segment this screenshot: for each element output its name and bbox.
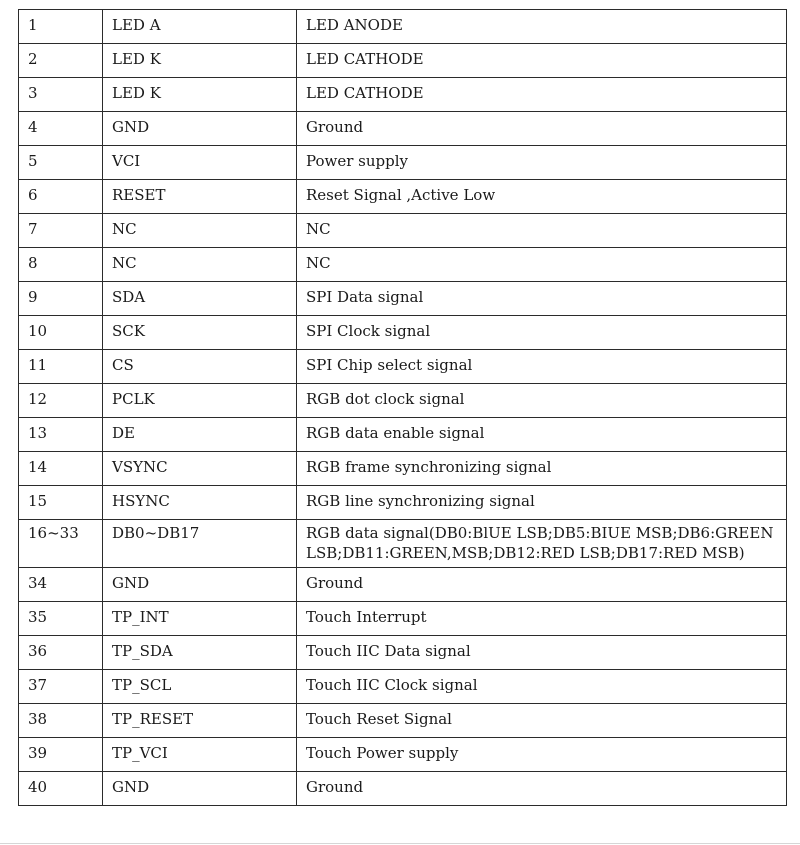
pin-description-cell: RGB dot clock signal bbox=[297, 384, 787, 418]
page-bottom-divider bbox=[0, 843, 800, 844]
pin-number-cell: 6 bbox=[19, 180, 103, 214]
table-row bbox=[19, 520, 787, 568]
pin-description-cell: LED CATHODE bbox=[297, 78, 787, 112]
pin-symbol-cell: VCI bbox=[103, 146, 297, 180]
table-row bbox=[19, 704, 787, 738]
pin-number-cell: 40 bbox=[19, 772, 103, 806]
pin-description-cell: Ground bbox=[297, 112, 787, 146]
pin-description-cell: Ground bbox=[297, 772, 787, 806]
table-row bbox=[19, 282, 787, 316]
pin-number-cell: 38 bbox=[19, 704, 103, 738]
pin-description-cell: RGB data signal(DB0:BlUE LSB;DB5:BIUE MSB;DB6:GREEN LSB;DB11:GREEN,MSB;DB12:RED LSB;DB17:RED MSB) bbox=[297, 520, 787, 568]
table-row bbox=[19, 316, 787, 350]
pin-symbol-cell: HSYNC bbox=[103, 486, 297, 520]
pin-symbol-cell: DE bbox=[103, 418, 297, 452]
pin-symbol-cell: LED K bbox=[103, 44, 297, 78]
pin-symbol-cell: SCK bbox=[103, 316, 297, 350]
pin-description-cell: LED ANODE bbox=[297, 10, 787, 44]
pin-number-cell: 12 bbox=[19, 384, 103, 418]
table-row bbox=[19, 214, 787, 248]
pin-description-cell: NC bbox=[297, 248, 787, 282]
pin-symbol-cell: NC bbox=[103, 248, 297, 282]
pin-definition-table bbox=[18, 9, 787, 806]
pin-symbol-cell: GND bbox=[103, 772, 297, 806]
pin-description-cell: Reset Signal ,Active Low bbox=[297, 180, 787, 214]
pin-number-cell: 5 bbox=[19, 146, 103, 180]
pin-symbol-cell: CS bbox=[103, 350, 297, 384]
table-row bbox=[19, 44, 787, 78]
pin-description-cell: Touch Reset Signal bbox=[297, 704, 787, 738]
pin-symbol-cell: GND bbox=[103, 568, 297, 602]
pin-description-cell: Touch IIC Clock signal bbox=[297, 670, 787, 704]
pin-symbol-cell: DB0~DB17 bbox=[103, 520, 297, 568]
pin-description-cell: LED CATHODE bbox=[297, 44, 787, 78]
table-row bbox=[19, 772, 787, 806]
pin-number-cell: 14 bbox=[19, 452, 103, 486]
table-row bbox=[19, 180, 787, 214]
pin-number-cell: 35 bbox=[19, 602, 103, 636]
pin-number-cell: 8 bbox=[19, 248, 103, 282]
pin-symbol-cell: PCLK bbox=[103, 384, 297, 418]
pin-number-cell: 34 bbox=[19, 568, 103, 602]
table-row bbox=[19, 350, 787, 384]
pin-number-cell: 2 bbox=[19, 44, 103, 78]
pin-symbol-cell: NC bbox=[103, 214, 297, 248]
pin-symbol-cell: TP_SCL bbox=[103, 670, 297, 704]
table-row bbox=[19, 112, 787, 146]
pin-description-cell: Ground bbox=[297, 568, 787, 602]
pin-description-cell: SPI Clock signal bbox=[297, 316, 787, 350]
pin-number-cell: 13 bbox=[19, 418, 103, 452]
pin-symbol-cell: LED K bbox=[103, 78, 297, 112]
pin-number-cell: 39 bbox=[19, 738, 103, 772]
table-row bbox=[19, 248, 787, 282]
table-row bbox=[19, 670, 787, 704]
pin-number-cell: 37 bbox=[19, 670, 103, 704]
pin-number-cell: 15 bbox=[19, 486, 103, 520]
pin-description-cell: NC bbox=[297, 214, 787, 248]
pin-symbol-cell: TP_VCI bbox=[103, 738, 297, 772]
pin-symbol-cell: LED A bbox=[103, 10, 297, 44]
table-row bbox=[19, 78, 787, 112]
pin-number-cell: 9 bbox=[19, 282, 103, 316]
table-row bbox=[19, 636, 787, 670]
table-row bbox=[19, 452, 787, 486]
pin-symbol-cell: GND bbox=[103, 112, 297, 146]
pin-symbol-cell: VSYNC bbox=[103, 452, 297, 486]
table-row bbox=[19, 602, 787, 636]
table-row bbox=[19, 384, 787, 418]
pin-description-cell: RGB data enable signal bbox=[297, 418, 787, 452]
pin-description-cell: SPI Chip select signal bbox=[297, 350, 787, 384]
pin-number-cell: 3 bbox=[19, 78, 103, 112]
pin-symbol-cell: SDA bbox=[103, 282, 297, 316]
pin-symbol-cell: TP_SDA bbox=[103, 636, 297, 670]
pin-description-cell: SPI Data signal bbox=[297, 282, 787, 316]
pin-symbol-cell: RESET bbox=[103, 180, 297, 214]
pin-description-cell: Power supply bbox=[297, 146, 787, 180]
pin-number-cell: 16~33 bbox=[19, 520, 103, 568]
pin-number-cell: 4 bbox=[19, 112, 103, 146]
table-row bbox=[19, 418, 787, 452]
table-row bbox=[19, 568, 787, 602]
pin-number-cell: 1 bbox=[19, 10, 103, 44]
pin-number-cell: 11 bbox=[19, 350, 103, 384]
pin-number-cell: 36 bbox=[19, 636, 103, 670]
pin-number-cell: 7 bbox=[19, 214, 103, 248]
table-row bbox=[19, 10, 787, 44]
pin-description-cell: RGB line synchronizing signal bbox=[297, 486, 787, 520]
pin-description-cell: Touch IIC Data signal bbox=[297, 636, 787, 670]
pin-description-cell: Touch Power supply bbox=[297, 738, 787, 772]
pin-description-cell: RGB frame synchronizing signal bbox=[297, 452, 787, 486]
table-row bbox=[19, 146, 787, 180]
pin-number-cell: 10 bbox=[19, 316, 103, 350]
pin-description-cell: Touch Interrupt bbox=[297, 602, 787, 636]
pin-symbol-cell: TP_RESET bbox=[103, 704, 297, 738]
table-row bbox=[19, 738, 787, 772]
table-row bbox=[19, 486, 787, 520]
pin-symbol-cell: TP_INT bbox=[103, 602, 297, 636]
